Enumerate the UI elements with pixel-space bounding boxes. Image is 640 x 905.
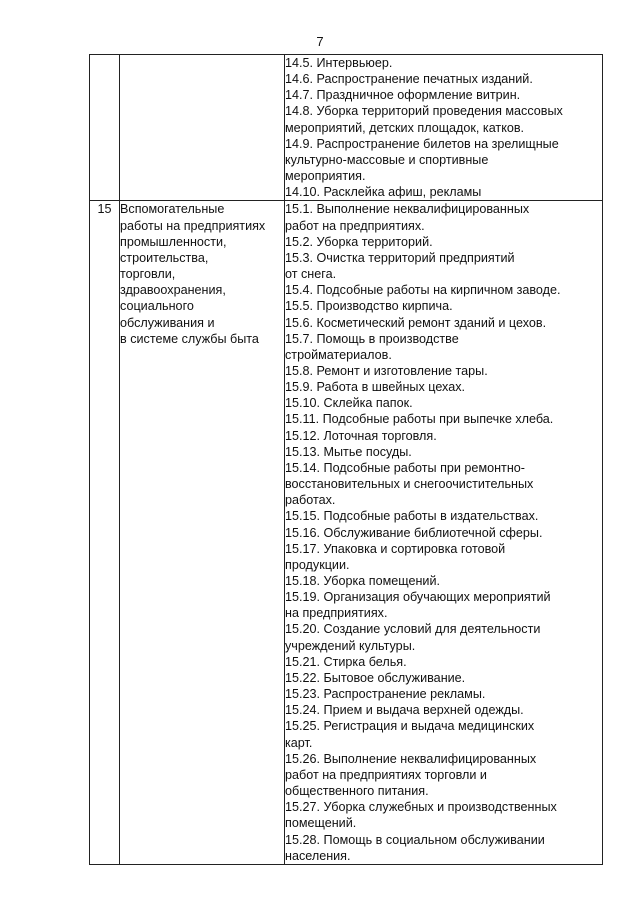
work-type-line: стройматериалов. [285,347,392,362]
work-type-line: 15.8. Ремонт и изготовление тары. [285,363,488,378]
work-type-line: 15.5. Производство кирпича. [285,299,453,314]
work-type-line: 14.6. Распространение печатных изданий. [285,72,533,87]
work-type-line: 15.11. Подсобные работы при выпечке хлеба. [285,412,554,427]
work-type-line: 15.16. Обслуживание библиотечной сферы. [285,525,543,540]
work-type-line: общественного питания. [285,784,429,799]
activities-table [89,54,603,865]
work-type-line: учреждений культуры. [285,638,416,653]
work-type-line: 15.15. Подсобные работы в издательствах. [285,509,539,524]
activity-name-line: работы на предприятиях [120,218,266,233]
work-type-line: 15.25. Регистрация и выдача медицинских [285,719,535,734]
work-type-line: восстановительных и снегоочистительных [285,477,534,492]
row-number-cell: 15 [90,201,120,864]
activity-name-line: социального [120,299,194,314]
work-type-line: от снега. [285,267,337,282]
work-type-line: 15.24. Прием и выдача верхней одежды. [285,703,524,718]
activity-name-line: строительства, [120,250,209,265]
work-type-line: 15.17. Упаковка и сортировка готовой [285,541,506,556]
activity-name-cell [120,201,285,864]
work-type-line: 15.23. Распространение рекламы. [285,687,486,702]
table-body [90,55,603,865]
activity-name-line: в системе службы быта [120,331,259,346]
work-type-line: работ на предприятиях. [285,218,425,233]
work-type-line: 14.8. Уборка территорий проведения массовых [285,104,563,119]
work-type-line: продукции. [285,557,350,572]
table-row [90,201,603,864]
page-number: 7 [316,34,324,49]
activity-name-line: здравоохранения, [120,283,226,298]
activity-name-line: промышленности, [120,234,227,249]
work-type-line: 15.1. Выполнение неквалифицированных [285,202,530,217]
work-type-line: карт. [285,735,313,750]
work-type-line: 15.22. Бытовое обслуживание. [285,670,466,685]
work-type-line: 15.7. Помощь в производстве [285,331,459,346]
work-type-line: на предприятиях. [285,606,388,621]
work-type-line: 14.7. Праздничное оформление витрин. [285,88,521,103]
work-type-line: 15.21. Стирка белья. [285,654,407,669]
work-type-line: 14.5. Интервьюер. [285,56,393,70]
work-type-line: 15.26. Выполнение неквалифицированных [285,751,537,766]
work-type-line: работ на предприятиях торговли и [285,767,487,782]
work-type-line: 15.12. Лоточная торговля. [285,428,437,443]
work-type-line: 15.19. Организация обучающих мероприятий [285,590,551,605]
activity-name-line: торговли, [120,267,176,282]
work-type-line: 15.9. Работа в швейных цехах. [285,380,466,395]
work-type-line: 15.20. Создание условий для деятельности [285,622,541,637]
work-types-cell [285,201,603,864]
work-type-line: 15.2. Уборка территорий. [285,234,433,249]
work-type-line: 15.28. Помощь в социальном обслуживании [285,832,545,847]
work-type-line: 15.13. Мытье посуды. [285,444,412,459]
work-type-line: населения. [285,848,351,863]
work-type-line: 14.10. Расклейка афиш, рекламы [285,185,482,200]
activity-name-line: обслуживания и [120,315,215,330]
work-type-line: мероприятий, детских площадок, катков. [285,120,525,135]
work-type-line: 15.18. Уборка помещений. [285,574,440,588]
work-type-line: 15.27. Уборка служебных и производственных [285,800,557,815]
work-type-line: мероприятия. [285,169,366,184]
activity-name-cell [120,55,285,201]
work-type-line: культурно-массовые и спортивные [285,152,489,167]
work-type-line: 15.6. Косметический ремонт зданий и цехов. [285,315,547,330]
activity-name-line: Вспомогательные [120,202,225,217]
work-type-line: 14.9. Распространение билетов на зрелищные [285,136,559,151]
row-number-cell [90,55,120,201]
work-types-cell [285,55,603,201]
work-type-line: 15.14. Подсобные работы при ремонтно- [285,460,525,475]
table-row [90,55,603,201]
work-type-line: 15.10. Склейка папок. [285,396,413,411]
work-type-line: помещений. [285,816,357,831]
work-type-line: 15.3. Очистка территорий предприятий [285,250,515,265]
work-type-line: 15.4. Подсобные работы на кирпичном заводе. [285,283,561,298]
work-type-line: работах. [285,493,336,508]
